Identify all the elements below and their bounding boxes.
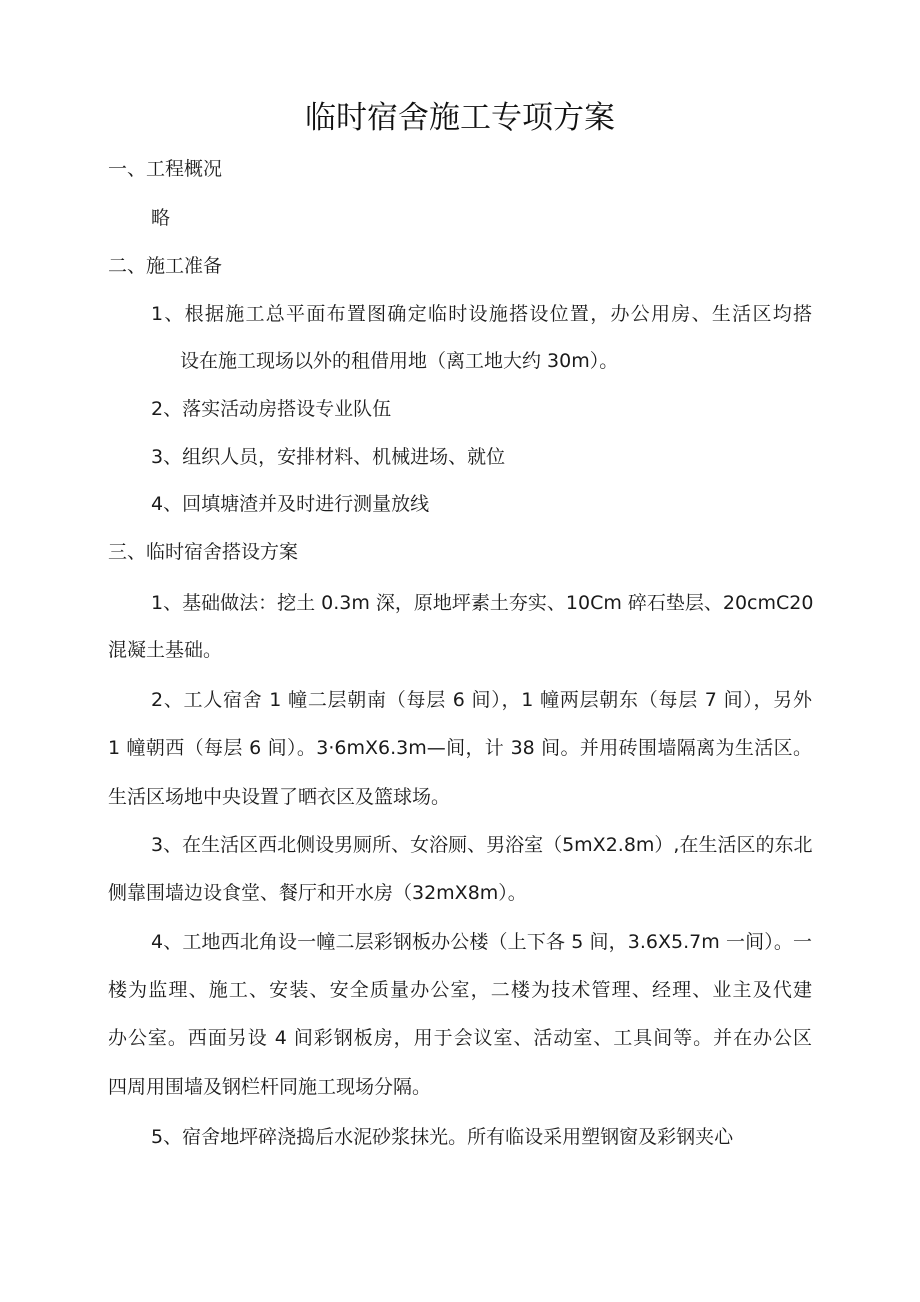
paragraph: 楼为监理、施工、安装、安全质量办公室，二楼为技术管理、经理、业主及代建 (108, 979, 812, 1001)
paragraph: 侧靠围墙边设食堂、餐厅和开水房（32mX8m）。 (108, 882, 527, 904)
document-title: 临时宿舍施工专项方案 (305, 100, 615, 136)
paragraph: 3、组织人员，安排材料、机械进场、就位 (151, 446, 506, 468)
paragraph: 1、根据施工总平面布置图确定临时设施搭设位置，办公用房、生活区均搭 (151, 303, 812, 325)
paragraph: 2、工人宿舍 1 幢二层朝南（每层 6 间），1 幢两层朝东（每层 7 间），另外 (151, 689, 812, 711)
paragraph: 4、工地西北角设一幢二层彩钢板办公楼（上下各 5 间，3.6X5.7m 一间）。一 (151, 931, 812, 953)
section-heading-overview: 一、工程概况 (108, 158, 223, 180)
paragraph: 略 (151, 207, 171, 229)
paragraph: 3、在生活区西北侧设男厕所、女浴厕、男浴室（5mX2.8m）,在生活区的东北 (151, 834, 813, 856)
paragraph: 1、基础做法：挖土 0.3m 深，原地坪素土夯实、10Cm 碎石垫层、20cmC20 (151, 592, 814, 614)
paragraph: 1 幢朝西（每层 6 间）。3·6mX6.3m—间，计 38 间。并用砖围墙隔离为生活区。 (108, 737, 812, 759)
section-heading-preparation: 二、施工准备 (108, 255, 223, 277)
paragraph: 生活区场地中央设置了晒衣区及篮球场。 (108, 786, 451, 808)
paragraph: 5、宿舍地坪碎浇捣后水泥砂浆抹光。所有临设采用塑钢窗及彩钢夹心 (151, 1126, 734, 1148)
section-heading-dormitory-plan: 三、临时宿舍搭设方案 (108, 541, 299, 563)
paragraph: 四周用围墙及钢栏杆同施工现场分隔。 (108, 1076, 432, 1098)
paragraph: 设在施工现场以外的租借用地（离工地大约 30m）。 (180, 350, 619, 372)
paragraph: 2、落实活动房搭设专业队伍 (151, 398, 392, 420)
paragraph: 办公室。西面另设 4 间彩钢板房，用于会议室、活动室、工具间等。并在办公区 (108, 1027, 812, 1049)
paragraph: 混凝土基础。 (108, 639, 223, 661)
paragraph: 4、回填塘渣并及时进行测量放线 (151, 493, 430, 515)
